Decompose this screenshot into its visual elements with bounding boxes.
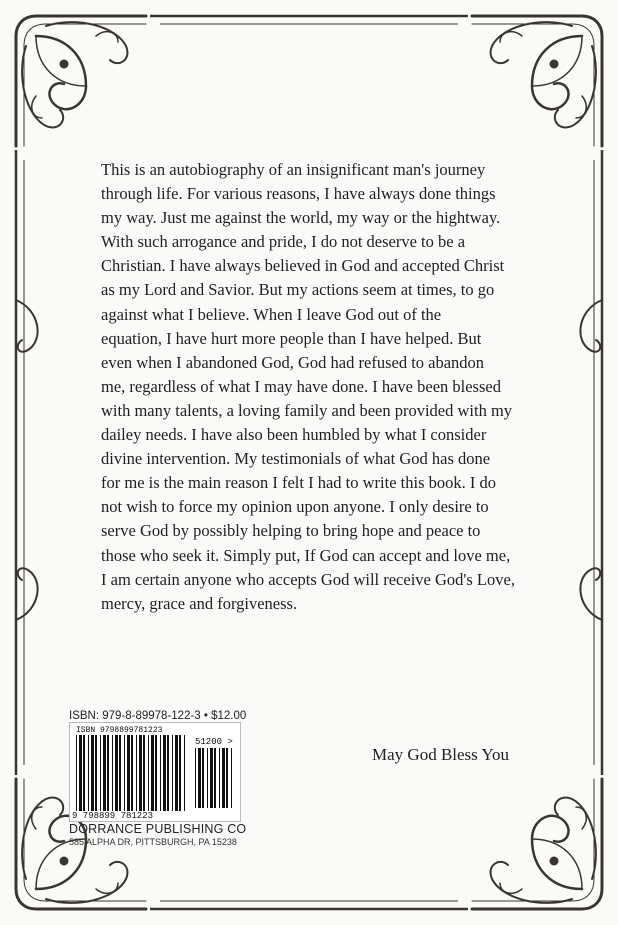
text-line: divine intervention. My testimonials of what God has done [101, 449, 491, 469]
corner-ornament-icon [462, 769, 612, 919]
corner-ornament-icon [6, 6, 156, 156]
barcode-digits: 9 798899 781223 [72, 811, 154, 821]
corner-ornament-icon [462, 6, 612, 156]
text-line: equation, I have hurt more people than I have helped. But [101, 328, 482, 348]
text-line: even when I abandoned God, God had refused to abandon [101, 352, 485, 372]
ean-bars-icon [74, 735, 190, 813]
barcode-isbn-label: ISBN 9798899781223 [76, 726, 163, 735]
barcode-price-code: 51200 > [195, 737, 233, 747]
text-line: as my Lord and Savior. But my actions seem at times, to go [101, 280, 495, 300]
text-line: Christian. I have always believed in God and accepted Christ [101, 256, 505, 276]
text-line: I am certain anyone who accepts God will receive God's Love, [101, 569, 515, 589]
text-line: for me is the main reason I felt I had to write this book. I do [101, 473, 496, 493]
publisher-name: DORRANCE PUBLISHING CO [69, 822, 247, 836]
text-line: dailey needs. I have also been humbled by what I consider [101, 425, 487, 445]
barcode [69, 722, 241, 822]
text-line: This is an autobiography of an insignificant man's journey [101, 160, 486, 179]
text-line: my way. Just me against the world, my way or the hightway. [101, 208, 501, 228]
text-line: not wish to force my opinion upon anyone. I only desire to [101, 497, 489, 517]
text-line: against what I believe. When I leave God out of the [101, 304, 442, 324]
publisher-address: 585 ALPHA DR, PITTSBURGH, PA 15238 [69, 837, 237, 847]
text-line: those who seek it. Simply put, If God can accept and love me, [101, 545, 511, 565]
price-bars-icon [193, 748, 237, 810]
blessing-text: May God Bless You [372, 745, 509, 764]
text-line: mercy, grace and forgiveness. [101, 593, 298, 613]
text-line: with many talents, a loving family and been provided with my [101, 400, 513, 420]
text-line: With such arrogance and pride, I do not deserve to be a [101, 232, 466, 252]
isbn-price-line: ISBN: 979-8-89978-122-3 • $12.00 [69, 710, 247, 722]
synopsis-paragraph [101, 158, 531, 616]
text-line: serve God by possibly helping to bring hope and peace to [101, 521, 481, 541]
text-line: me, regardless of what I may have done. I have been blessed [101, 376, 501, 396]
text-line: through life. For various reasons, I have always done things [101, 184, 496, 204]
